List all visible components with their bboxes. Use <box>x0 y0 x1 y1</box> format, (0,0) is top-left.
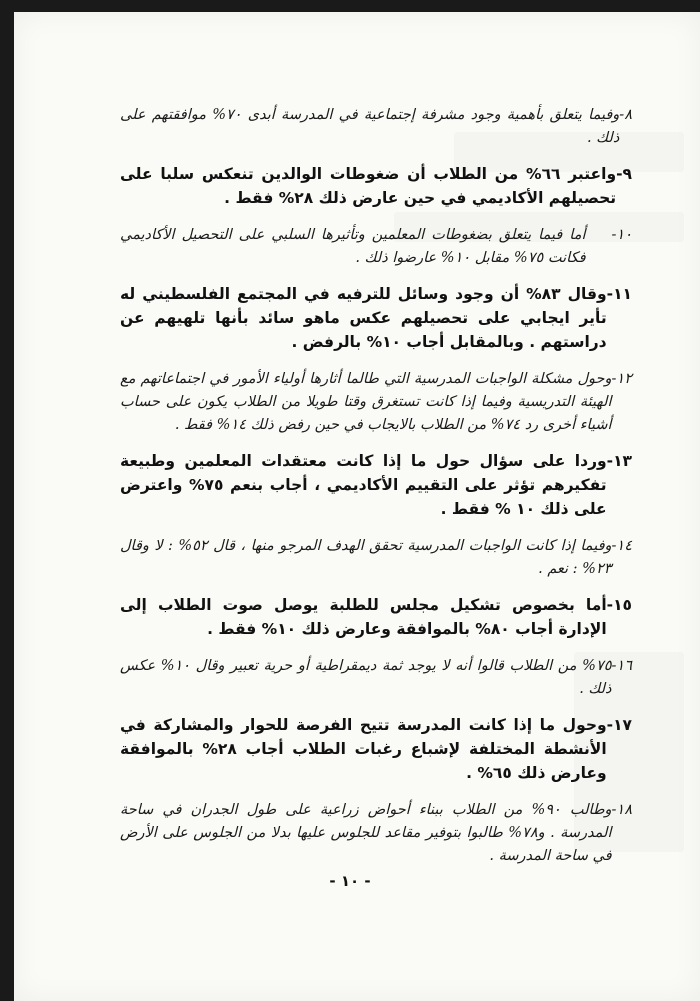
item-number: ١٠- <box>611 227 632 243</box>
list-item-9 <box>120 162 632 210</box>
list-item-14 <box>120 535 632 581</box>
list-item-17 <box>120 713 632 785</box>
item-number: ١٥- <box>606 596 632 614</box>
item-number: ١٨- <box>611 802 632 818</box>
list-item-13 <box>120 449 632 521</box>
item-text: وحول مشكلة الواجبات المدرسية التي طالما أثارها أولياء الأمور في اجتماعاتهم مع الهيئة التدريسية وفيما إذا كانت تستغرق وقتا طويلا من الطلاب يكون على حساب أشياء أخرى رد ٧٤% من الطلاب بالايجاب في حين رفض ذلك ١٤% فقط . <box>120 371 612 433</box>
item-number: ١١- <box>606 285 632 303</box>
item-text: وفيما إذا كانت الواجبات المدرسية تحقق الهدف المرجو منها ، قال ٥٢% : لا وقال ٢٣% : نعم . <box>120 538 612 577</box>
item-text: وردا على سؤال حول ما إذا كانت معتقدات المعلمين وطبيعة تفكيرهم تؤثر على التقييم الأكاديمي ، أجاب بنعم ٧٥% واعترض على ذلك ١٠ % فقط . <box>120 452 607 518</box>
list-item-12 <box>120 368 632 437</box>
list-item-15 <box>120 593 632 641</box>
item-text: أما فيما يتعلق بضغوطات المعلمين وتأثيرها السلبي على التحصيل الأكاديمي فكانت ٧٥% مقابل ١٠% عارضوا ذلك . <box>120 227 586 266</box>
item-text: واعتبر ٦٦% من الطلاب أن ضغوطات الوالدين تنعكس سلبا على تحصيلهم الأكاديمي في حين عارض ذلك ٢٨% فقط . <box>120 165 617 207</box>
item-number: ٩- <box>616 165 632 183</box>
item-text: وطالب ٩٠% من الطلاب ببناء أحواض زراعية على طول الجدران في ساحة المدرسة . و٧٨% طالبوا بتوفير مقاعد للجلوس عليها بدلا من الجلوس على الأرض في ساحة المدرسة . <box>120 802 612 864</box>
item-number: ١٢- <box>611 371 632 387</box>
item-text: أما بخصوص تشكيل مجلس للطلبة يوصل صوت الطلاب إلى الإدارة أجاب ٨٠% بالموافقة وعارض ذلك ١٠% فقط . <box>120 596 607 638</box>
item-number: ١٣- <box>606 452 632 470</box>
list-item-8 <box>120 104 632 150</box>
page-number: - ١٠ - <box>329 872 371 890</box>
item-number: ١٤- <box>611 538 632 554</box>
list-item-18 <box>120 799 632 868</box>
list-item-10 <box>120 224 632 270</box>
list-item-11 <box>120 282 632 354</box>
item-text: وفيما يتعلق بأهمية وجود مشرفة إجتماعية في المدرسة أبدى ٧٠% موافقتهم على ذلك . <box>120 107 620 146</box>
item-text: ٧٥% من الطلاب قالوا أنه لا يوجد ثمة ديمقراطية أو حرية تعبير وقال ١٠% عكس ذلك . <box>120 658 612 697</box>
item-text: وقال ٨٣% أن وجود وسائل للترفيه في المجتمع الفلسطيني له تأير ايجابي على تحصيلهم عكس ماهو سائد بأنها تلهيهم عن دراستهم . وبالمقابل أجاب ١٠% بالرفض . <box>120 285 607 351</box>
item-number: ٨- <box>619 107 632 123</box>
item-text: وحول ما إذا كانت المدرسة تتيح الفرصة للحوار والمشاركة في الأنشطة المختلفة لإشباع رغبات الطلاب أجاب ٢٨% بالموافقة وعارض ذلك ٦٥% . <box>120 716 607 782</box>
item-number: ١٦- <box>611 658 632 674</box>
document-body <box>120 104 632 880</box>
item-number: ١٧- <box>606 716 632 734</box>
list-item-16 <box>120 655 632 701</box>
